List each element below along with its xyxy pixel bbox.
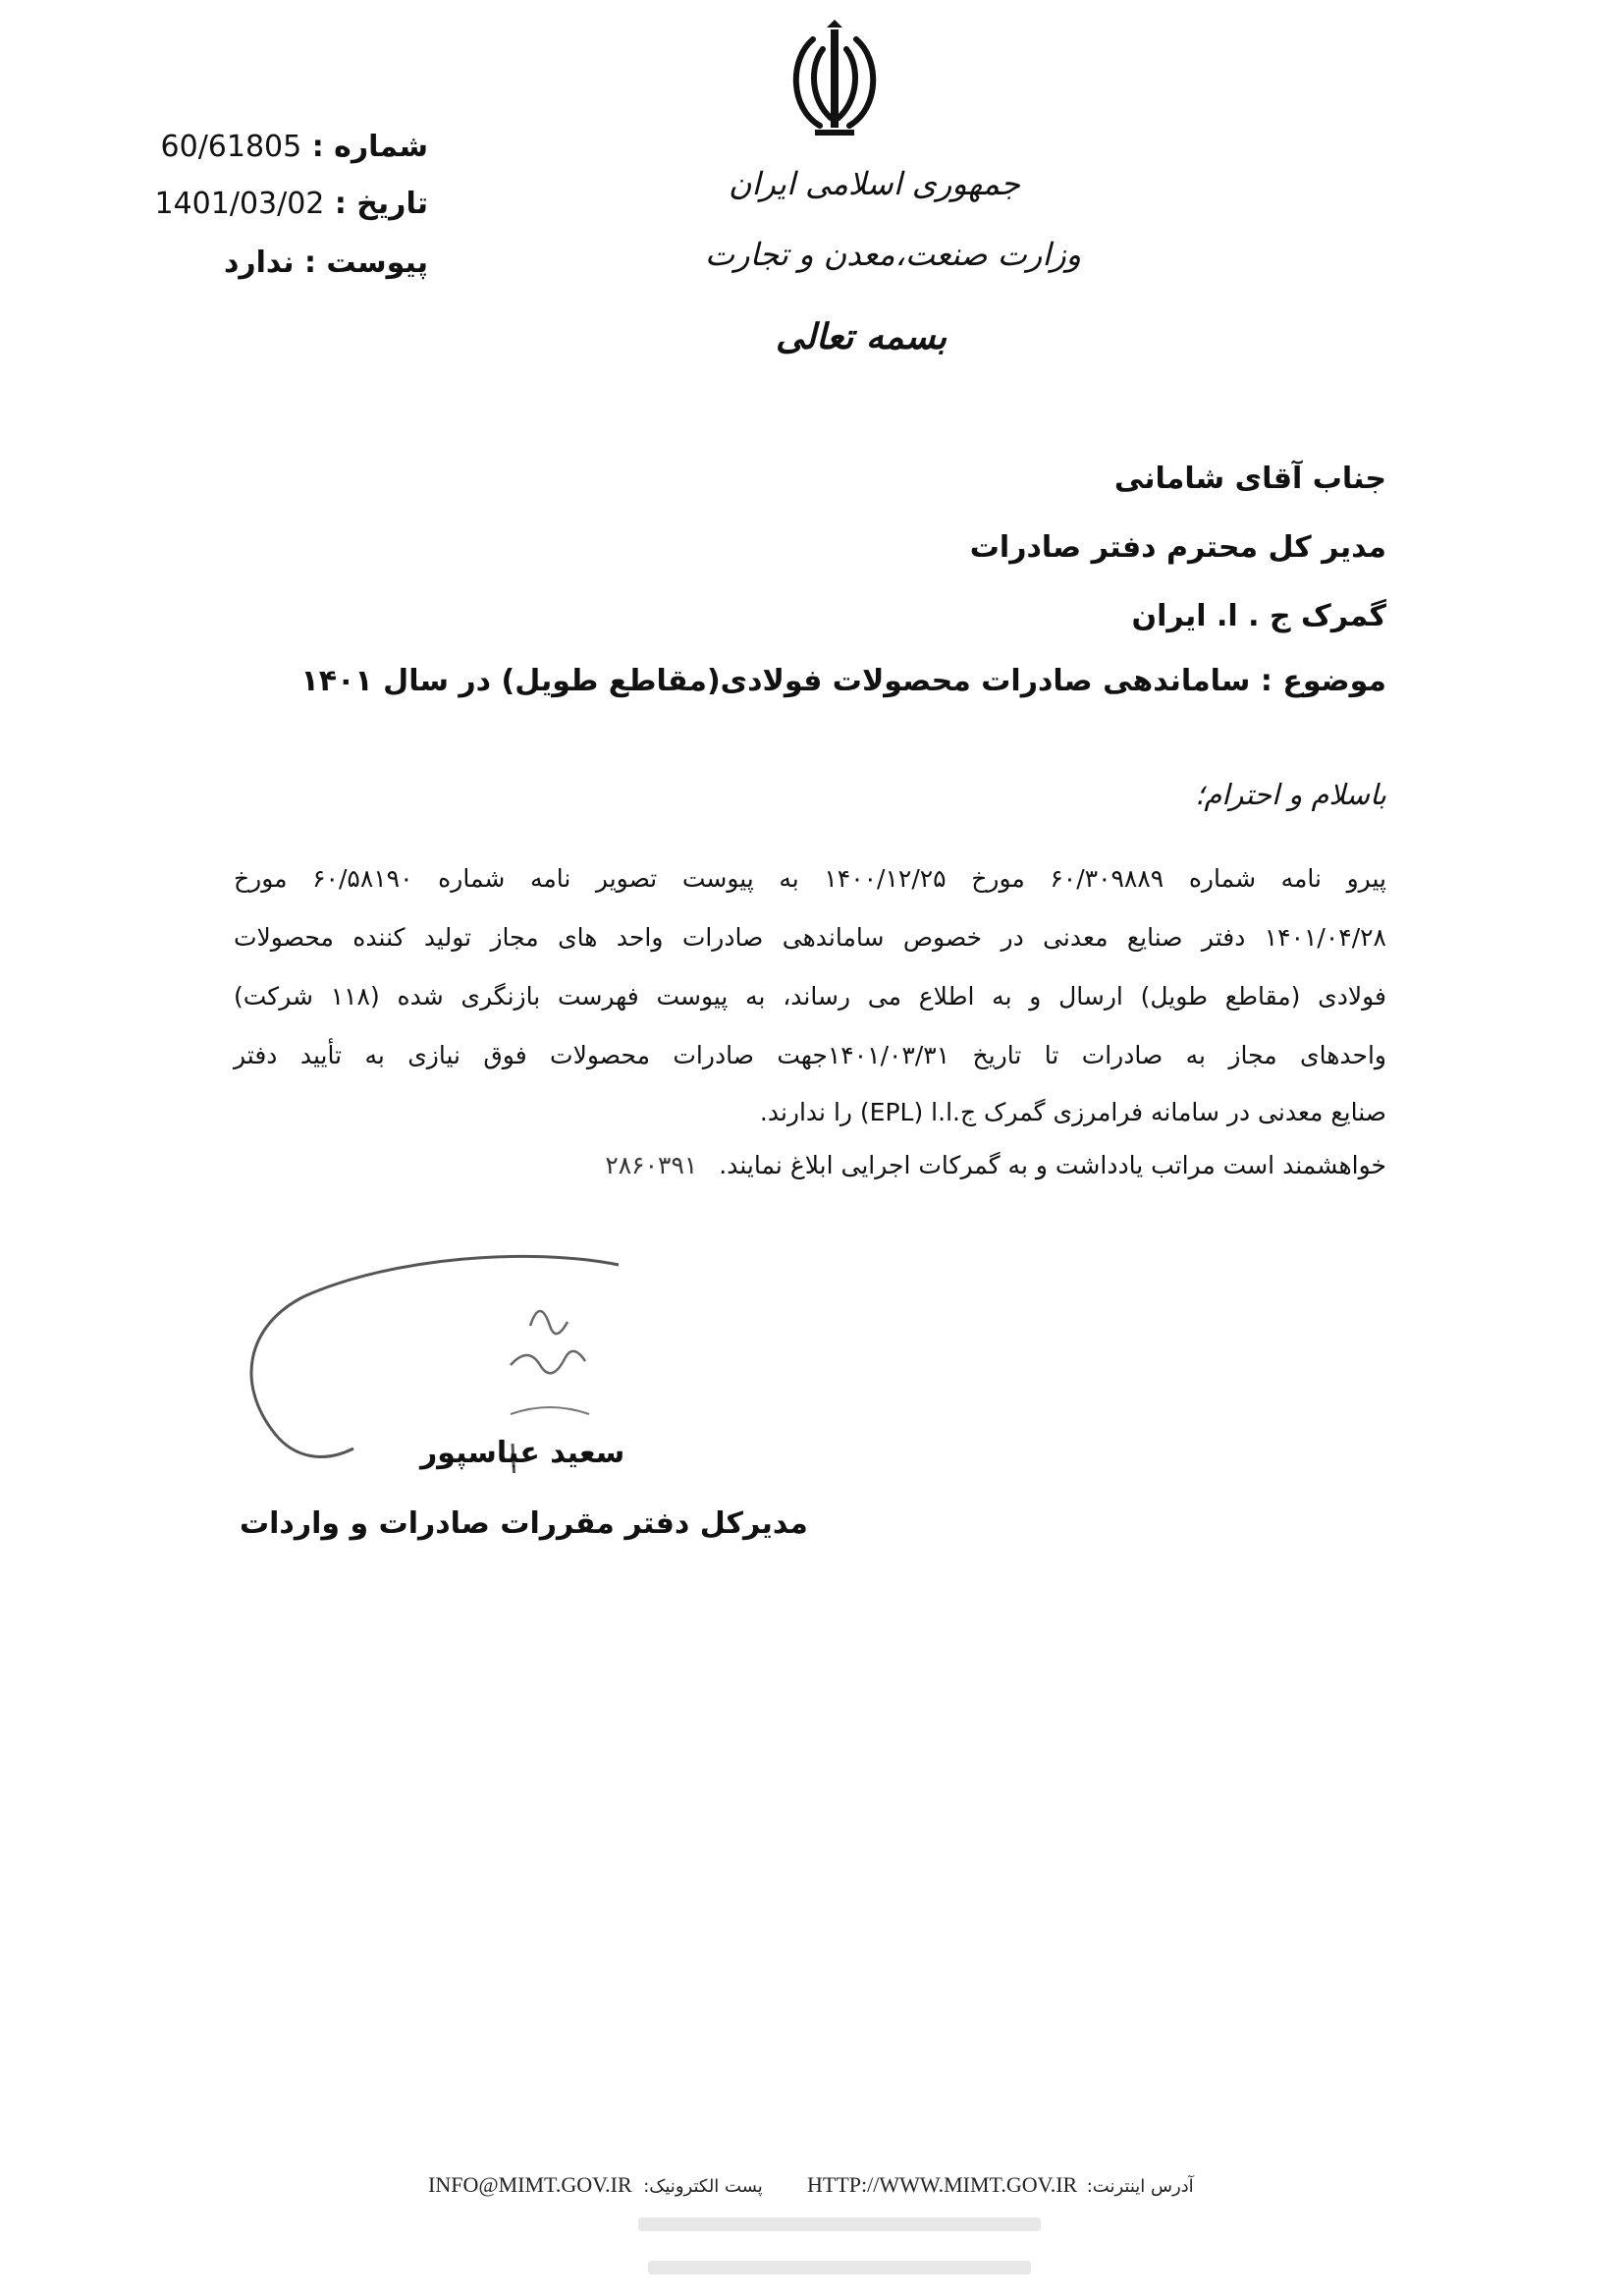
addressee-title: مدیر کل محترم دفتر صادرات	[969, 530, 1386, 565]
footer-email-value: INFO@MIMT.GOV.IR	[428, 2172, 632, 2197]
letter-number	[161, 130, 428, 164]
footer-faint-line-1	[638, 2217, 1041, 2231]
body-reference-number: ۲۸۶۰۳۹۱	[605, 1151, 698, 1179]
body-line-1: پیرو نامه شماره ۶۰/۳۰۹۸۸۹ مورخ ۱۴۰۰/۱۲/۲۵ به پیوست تصویر نامه شماره ۶۰/۵۸۱۹۰ مورخ	[234, 864, 1386, 893]
letter-date-label: تاریخ :	[334, 187, 428, 221]
signatory-title: مدیرکل دفتر مقررات صادرات و واردات	[240, 1506, 808, 1541]
addressee-name: جناب آقای شامانی	[1113, 462, 1386, 496]
body-line-3: فولادی (مقاطع طویل) ارسال و به اطلاع می رساند، به پیوست فهرست بازنگری شده (۱۱۸ شرکت)	[234, 982, 1386, 1011]
footer-website-value: HTTP://WWW.MIMT.GOV.IR	[807, 2172, 1078, 2197]
letter-number-value: 60/61805	[160, 130, 302, 164]
footer-email-label: :پست الکترونیک	[643, 2176, 763, 2197]
letter-number-label: شماره :	[311, 130, 428, 164]
iran-emblem-icon	[776, 20, 893, 142]
body-line-4: واحدهای مجاز به صادرات تا تاریخ ۱۴۰۱/۰۳/۳۱جهت صادرات محصولات فوق نیازی به تأیید دفتر	[234, 1041, 1386, 1069]
greeting: باسلام و احترام؛	[1195, 778, 1386, 811]
footer-faint-line-2	[648, 2261, 1031, 2274]
letter-attachment-value: ندارد	[223, 246, 295, 280]
addressee-org: گمرک ج . ا. ایران	[1131, 599, 1386, 633]
letterhead-ministry: وزارت صنعت،معدن و تجارت	[705, 236, 1082, 273]
letter-date-value: 1401/03/02	[154, 187, 325, 221]
body-line-2: ۱۴۰۱/۰۴/۲۸ دفتر صنایع معدنی در خصوص ساماندهی صادرات واحد های مجاز تولید کننده محصولات	[234, 923, 1386, 952]
body-line-5: صنایع معدنی در سامانه فرامرزی گمرک ج.ا.ا (EPL) را ندارند.	[759, 1098, 1386, 1126]
letter-date	[154, 187, 428, 221]
footer-website	[807, 2172, 1194, 2198]
footer-website-label: :آدرس اینترنت	[1086, 2176, 1194, 2197]
signatory-name: سعید عباسپور	[420, 1436, 625, 1470]
letterhead-bismillah: بسمه تعالی	[776, 316, 947, 357]
body-closing-text: خواهشمند است مراتب یادداشت و به گمرکات اجرایی ابلاغ نمایند.	[719, 1151, 1386, 1179]
letterhead-country: جمهوری اسلامی ایران	[729, 165, 1020, 202]
footer-email	[428, 2172, 763, 2198]
letter-attachment-label: پیوست :	[303, 246, 428, 280]
letter-attachment	[224, 246, 428, 280]
letter-subject: موضوع : ساماندهی صادرات محصولات فولادی(مقاطع طویل) در سال ۱۴۰۱	[300, 664, 1386, 698]
body-line-6	[605, 1151, 1386, 1179]
